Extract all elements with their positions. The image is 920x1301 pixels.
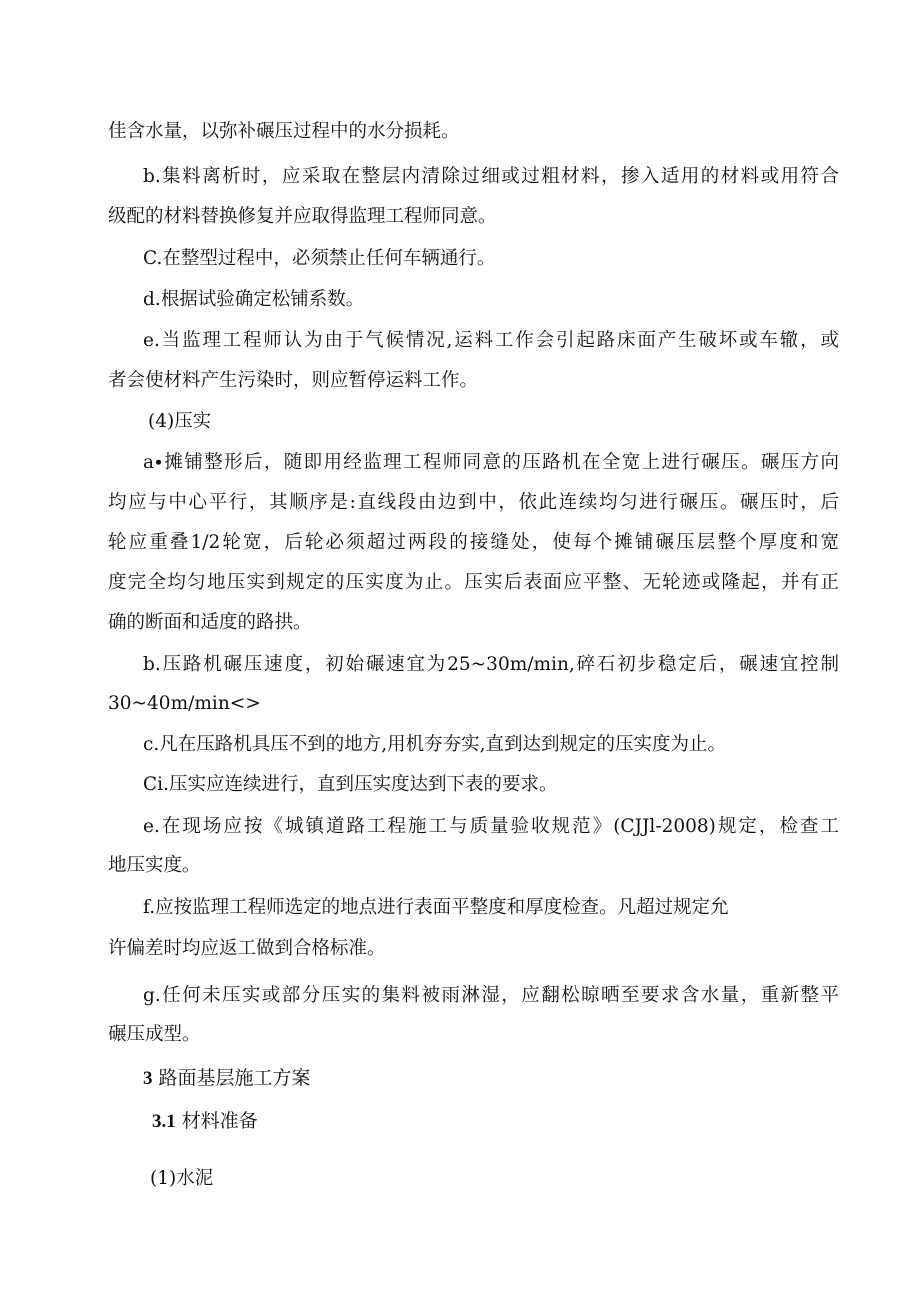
- paragraph-line: g.任何未压实或部分压实的集料被雨淋湿，应翻松晾晒至要求含水量，重新整平: [143, 985, 839, 1006]
- paragraph-line: b.集料离析时，应采取在整层内清除过细或过粗材料，掺入适用的材料或用符合: [143, 166, 839, 187]
- subsection-heading: (4)压实: [148, 411, 212, 432]
- list-item: (1)水泥: [150, 1168, 214, 1189]
- paragraph-line: f.应按监理工程师选定的地点进行表面平整度和厚度检查。凡超过规定允: [143, 897, 729, 918]
- section-heading: [143, 1069, 311, 1088]
- paragraph-line: Ci.压实应连续进行，直到压实度达到下表的要求。: [143, 774, 558, 795]
- paragraph-line: b.压路机碾压速度，初始碾速宜为25~30m∕min,碎石初步稳定后，碾速宜控制: [143, 654, 839, 675]
- paragraph-line: e.当监理工程师认为由于气候情况,运料工作会引起路床面产生破坏或车辙，或: [143, 330, 839, 351]
- paragraph-line: 确的断面和适度的路拱。: [108, 612, 312, 633]
- section-heading-text: 路面基层施工方案: [158, 1067, 311, 1089]
- paragraph-line: 均应与中心平行，其顺序是:直线段由边到中，依此连续均匀进行碾压。碾压时，后: [108, 492, 839, 513]
- paragraph-line: 许偏差时均应返工做到合格标准。: [108, 938, 386, 959]
- paragraph-line: C.在整型过程中，必须禁止任何车辆通行。: [143, 248, 496, 269]
- section-heading-number: 3: [143, 1068, 153, 1089]
- paragraph-line: d.根据试验确定松铺系数。: [143, 289, 365, 310]
- subsection-heading-text: 材料准备: [181, 1110, 258, 1132]
- paragraph-line: 地压实度。: [108, 855, 201, 876]
- paragraph-line: c.凡在压路机具压不到的地方,用机夯夯实,直到达到规定的压实度为止。: [143, 734, 727, 755]
- paragraph-line: 轮应重叠1/2轮宽，后轮必须超过两段的接缝处，使每个摊铺碾压层整个厚度和宽: [108, 532, 839, 553]
- paragraph-line: a∙摊铺整形后，随即用经监理工程师同意的压路机在全宽上进行碾压。碾压方向: [143, 452, 839, 473]
- paragraph-line: 度完全均匀地压实到规定的压实度为止。压实后表面应平整、无轮迹或隆起，并有正: [108, 572, 839, 593]
- paragraph-line: e.在现场应按《城镇道路工程施工与质量验收规范》(CJJl-2008)规定，检查工: [143, 816, 839, 837]
- paragraph-line: 者会使材料产生污染时，则应暂停运料工作。: [108, 370, 479, 391]
- paragraph-line: 碾压成型。: [108, 1024, 201, 1045]
- subsection-heading-number: 3.1: [152, 1111, 176, 1132]
- paragraph-line: 30~40m∕min<>: [108, 693, 261, 714]
- paragraph-line: 级配的材料替换修复并应取得监理工程师同意。: [108, 206, 497, 227]
- subsection-heading-3-1: [152, 1112, 258, 1131]
- paragraph-line: 佳含水量，以弥补碾压过程中的水分损耗。: [108, 121, 460, 142]
